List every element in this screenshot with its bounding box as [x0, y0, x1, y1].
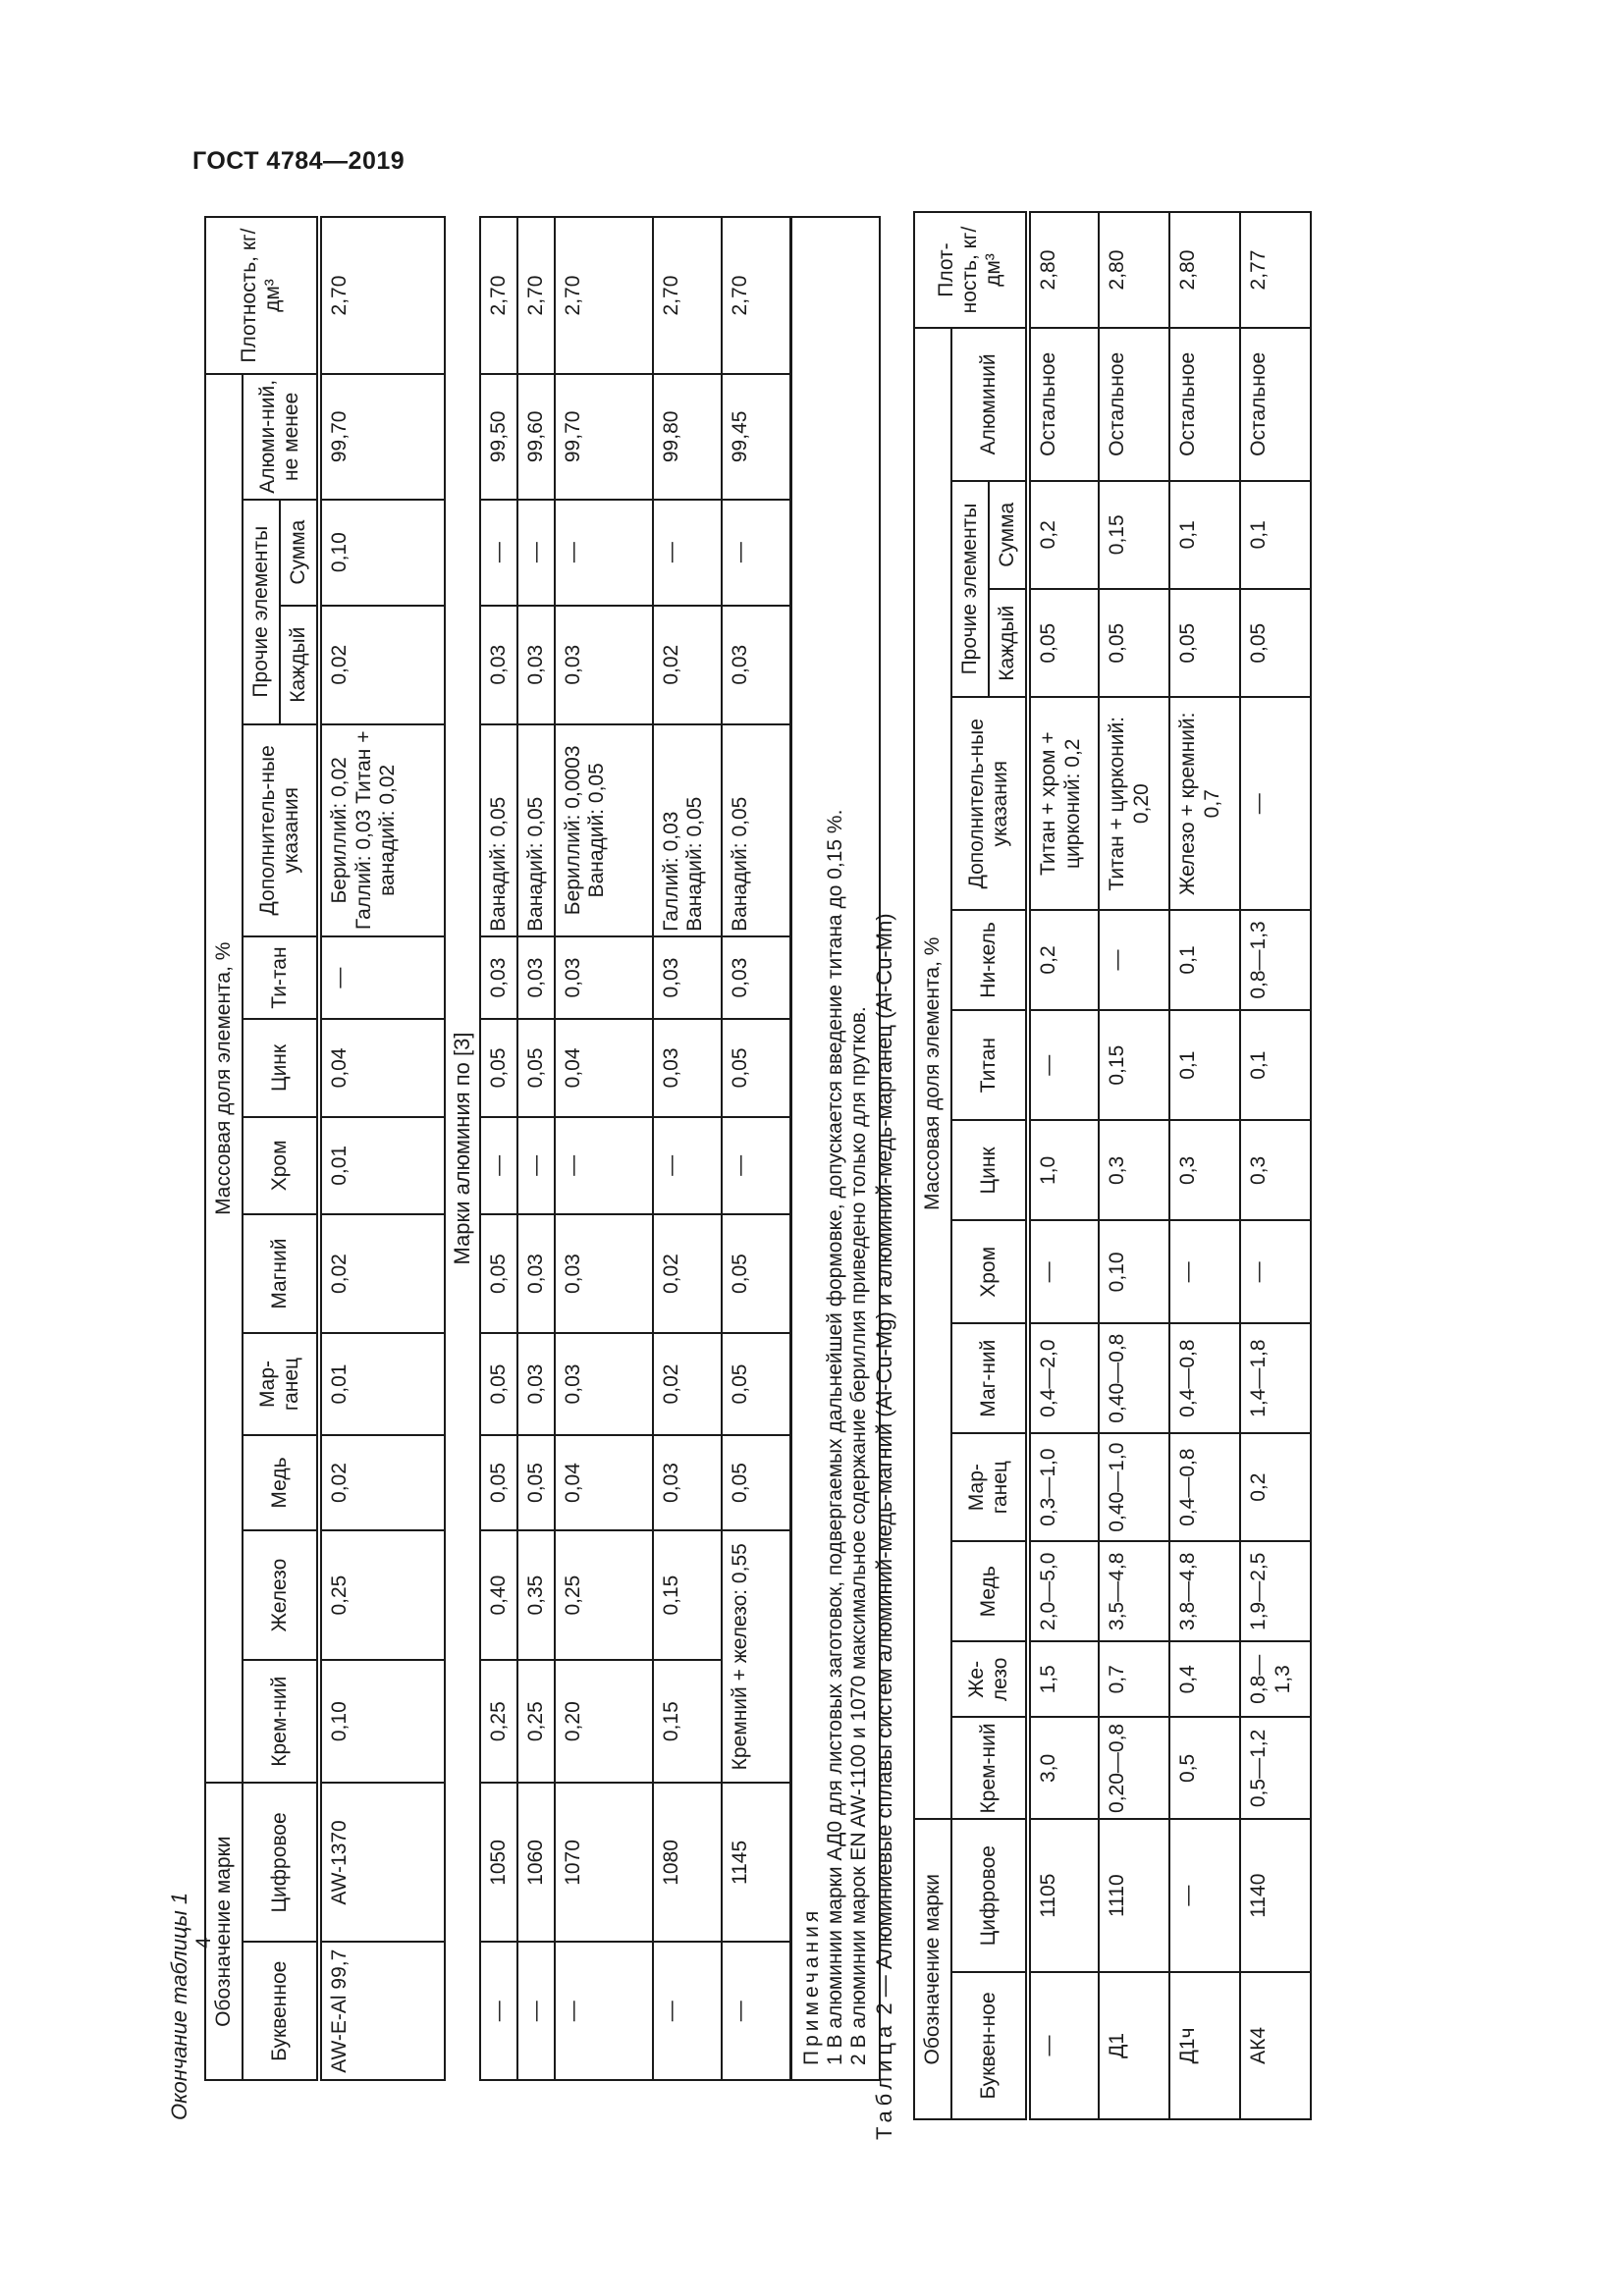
cell-cu: 0,02	[319, 1435, 445, 1530]
cell-ni: —	[1099, 910, 1169, 1010]
table-row	[1240, 212, 1311, 2119]
header-letter: Буквенное	[243, 1943, 319, 2081]
table-row	[480, 217, 517, 2080]
cell-sum: 0,1	[1169, 481, 1240, 589]
table-row	[722, 217, 790, 2080]
cell-al: 99,80	[653, 374, 722, 500]
cell-additional: Ванадий: 0,05	[517, 724, 555, 936]
cell-density: 2,77	[1240, 212, 1311, 328]
cell-al: 99,45	[722, 374, 790, 500]
header-density: Плот-ность, кг/дм³	[914, 212, 1028, 328]
header-zinc: Цинк	[951, 1120, 1028, 1220]
cell-zn: 0,04	[555, 1019, 653, 1116]
cell-density: 2,70	[653, 217, 722, 374]
cell-density: 2,80	[1028, 212, 1099, 328]
cell-density: 2,70	[480, 217, 517, 374]
header-additional: Дополнитель-ные указания	[243, 724, 319, 936]
cell-ti: 0,15	[1099, 1010, 1169, 1121]
cell-each: 0,03	[480, 606, 517, 724]
cell-mn: 0,40—1,0	[1099, 1433, 1169, 1541]
table-row	[1099, 212, 1169, 2119]
cell-each: 0,05	[1240, 589, 1311, 697]
cell-additional: —	[1240, 697, 1311, 910]
cell-mn: 0,02	[653, 1333, 722, 1435]
header-magnesium: Маг-ний	[951, 1323, 1028, 1433]
header-magnesium: Магний	[243, 1214, 319, 1333]
cell-cr: —	[1028, 1220, 1099, 1323]
cell-al: Остальное	[1028, 328, 1099, 480]
cell-mg: 0,4—2,0	[1028, 1323, 1099, 1433]
header-manganese: Мар-ганец	[243, 1333, 319, 1435]
cell-cr: —	[480, 1117, 517, 1214]
header-copper: Медь	[951, 1541, 1028, 1641]
cell-al: 99,70	[555, 374, 653, 500]
cell-each: 0,05	[1028, 589, 1099, 697]
cell-digital: 1110	[1099, 1819, 1169, 1971]
cell-si: 0,5	[1169, 1717, 1240, 1819]
header-manganese: Мар-ганец	[951, 1433, 1028, 1541]
cell-fe: 0,35	[517, 1530, 555, 1660]
cell-mn: 0,2	[1240, 1433, 1311, 1541]
cell-letter: —	[480, 1943, 517, 2081]
cell-mg: 0,05	[480, 1214, 517, 1333]
cell-letter: АК4	[1240, 1972, 1311, 2119]
cell-letter: Д1ч	[1169, 1972, 1240, 2119]
cell-digital: 1140	[1240, 1819, 1311, 1971]
cell-sum: —	[653, 500, 722, 606]
cell-cu: 1,9—2,5	[1240, 1541, 1311, 1641]
cell-cr: —	[1240, 1220, 1311, 1323]
header-copper: Медь	[243, 1435, 319, 1530]
cell-digital: 1145	[722, 1783, 790, 1942]
cell-letter: AW-E-Al 99,7	[319, 1943, 445, 2081]
header-each: Каждый	[280, 606, 319, 724]
header-other-elements: Прочие элементы	[243, 500, 280, 724]
cell-mg: 0,02	[319, 1214, 445, 1333]
table-row	[1169, 212, 1240, 2119]
cell-mn: 0,05	[480, 1333, 517, 1435]
header-other-elements: Прочие элементы	[951, 481, 989, 698]
cell-density: 2,70	[555, 217, 653, 374]
cell-sum: —	[722, 500, 790, 606]
cell-cr: —	[722, 1117, 790, 1214]
cell-mg: 1,4—1,8	[1240, 1323, 1311, 1433]
cell-mg: 0,4—0,8	[1169, 1323, 1240, 1433]
header-aluminium: Алюминий	[951, 328, 1028, 480]
table2-caption-prefix: Таблица	[872, 2020, 896, 2140]
cell-ti: 0,1	[1240, 1010, 1311, 1121]
header-chromium: Хром	[243, 1117, 319, 1214]
cell-each: 0,05	[1169, 589, 1240, 697]
header-each: Каждый	[989, 589, 1028, 697]
header-sum: Сумма	[989, 481, 1028, 589]
header-aluminium: Алюми-ний, не менее	[243, 374, 319, 500]
cell-si: 0,15	[653, 1660, 722, 1783]
cell-fe: 0,7	[1099, 1641, 1169, 1717]
cell-cr: —	[555, 1117, 653, 1214]
cell-zn: 0,3	[1099, 1120, 1169, 1220]
cell-additional: Бериллий: 0,0003 Ванадий: 0,05	[555, 724, 653, 936]
cell-ti: —	[1028, 1010, 1099, 1121]
cell-cu: 0,05	[517, 1435, 555, 1530]
cell-each: 0,03	[517, 606, 555, 724]
cell-cu: 2,0—5,0	[1028, 1541, 1099, 1641]
cell-digital: 1080	[653, 1783, 722, 1942]
cell-sum: —	[517, 500, 555, 606]
cell-si: 0,20	[555, 1660, 653, 1783]
cell-fe: 0,4	[1169, 1641, 1240, 1717]
cell-digital: AW-1370	[319, 1783, 445, 1942]
cell-ti: 0,03	[480, 936, 517, 1019]
cell-additional: Железо + кремний: 0,7	[1169, 697, 1240, 910]
table-row	[555, 217, 653, 2080]
cell-sum: —	[480, 500, 517, 606]
header-density: Плотность, кг/дм³	[205, 217, 319, 374]
header-additional: Дополнитель-ные указания	[951, 697, 1028, 910]
section-label: Марки алюминия по [3]	[445, 217, 479, 2080]
cell-mn: 0,3—1,0	[1028, 1433, 1099, 1541]
header-mass-fraction: Массовая доля элемента, %	[205, 374, 243, 1783]
header-designation: Обозначение марки	[205, 1783, 243, 2080]
cell-cu: 3,8—4,8	[1169, 1541, 1240, 1641]
cell-additional: Титан + цирконий: 0,20	[1099, 697, 1169, 910]
cell-ti: —	[319, 936, 445, 1019]
cell-al: 99,60	[517, 374, 555, 500]
cell-density: 2,70	[319, 217, 445, 374]
header-iron: Железо	[243, 1530, 319, 1660]
cell-letter: —	[653, 1943, 722, 2081]
cell-additional: Титан + хром + цирконий: 0,2	[1028, 697, 1099, 910]
header-digital: Цифровое	[243, 1783, 319, 1942]
cell-mg: 0,03	[517, 1214, 555, 1333]
cell-zn: 0,3	[1169, 1120, 1240, 1220]
header-silicon: Крем-ний	[951, 1717, 1028, 1819]
cell-mn: 0,03	[517, 1333, 555, 1435]
cell-additional: Ванадий: 0,05	[722, 724, 790, 936]
cell-each: 0,02	[653, 606, 722, 724]
cell-cr: —	[517, 1117, 555, 1214]
cell-letter: —	[517, 1943, 555, 2081]
cell-cu: 0,05	[722, 1435, 790, 1530]
cell-letter: —	[555, 1943, 653, 2081]
notes-title: Примечания	[799, 1906, 823, 2065]
cell-zn: 0,05	[517, 1019, 555, 1116]
table-row	[653, 217, 722, 2080]
table-row	[319, 217, 445, 2080]
table-1	[204, 216, 881, 2081]
cell-ni: 0,1	[1169, 910, 1240, 1010]
cell-zn: 1,0	[1028, 1120, 1099, 1220]
cell-al: Остальное	[1099, 328, 1169, 480]
cell-ti: 0,03	[555, 936, 653, 1019]
cell-mn: 0,03	[555, 1333, 653, 1435]
table-row	[1028, 212, 1099, 2119]
note-1: 1 В алюминии марки АД0 для листовых заготовок, подвергаемых дальнейшей формовке, допускается введение титана до 0,15 %.	[823, 809, 846, 2065]
header-titanium: Ти-тан	[243, 936, 319, 1019]
cell-sum: 0,1	[1240, 481, 1311, 589]
cell-ti: 0,03	[517, 936, 555, 1019]
cell-digital: 1105	[1028, 1819, 1099, 1971]
cell-sum: —	[555, 500, 653, 606]
table2-caption	[872, 913, 897, 2140]
cell-ni: 0,8—1,3	[1240, 910, 1311, 1010]
cell-si: 3,0	[1028, 1717, 1099, 1819]
cell-cr: 0,10	[1099, 1220, 1169, 1323]
cell-si: 0,25	[517, 1660, 555, 1783]
table2-caption-text: 2 — Алюминиевые сплавы систем алюминий-медь-магний (Al-Cu-Mg) и алюминий-медь-марганец (Al-Cu-Mn)	[872, 913, 896, 2015]
cell-cu: 3,5—4,8	[1099, 1541, 1169, 1641]
cell-cu: 0,05	[480, 1435, 517, 1530]
header-digital: Цифровое	[951, 1819, 1028, 1971]
cell-letter: —	[722, 1943, 790, 2081]
cell-sum: 0,15	[1099, 481, 1169, 589]
cell-density: 2,70	[517, 217, 555, 374]
table-row	[517, 217, 555, 2080]
cell-cr: 0,01	[319, 1117, 445, 1214]
cell-density: 2,80	[1099, 212, 1169, 328]
table1-continuation-caption: Окончание таблицы 1	[167, 1892, 191, 2120]
cell-si: 0,25	[480, 1660, 517, 1783]
cell-zn: 0,04	[319, 1019, 445, 1116]
cell-digital: —	[1169, 1819, 1240, 1971]
cell-fe: 1,5	[1028, 1641, 1099, 1717]
cell-mn: 0,4—0,8	[1169, 1433, 1240, 1541]
cell-cu: 0,03	[653, 1435, 722, 1530]
cell-density: 2,70	[722, 217, 790, 374]
cell-additional: Галлий: 0,03 Ванадий: 0,05	[653, 724, 722, 936]
cell-ti: 0,03	[722, 936, 790, 1019]
cell-zn: 0,03	[653, 1019, 722, 1116]
cell-al: Остальное	[1169, 328, 1240, 480]
cell-si-fe: Кремний + железо: 0,55	[722, 1530, 790, 1783]
cell-digital: 1060	[517, 1783, 555, 1942]
cell-cr: —	[653, 1117, 722, 1214]
header-iron: Же-лезо	[951, 1641, 1028, 1717]
cell-fe: 0,40	[480, 1530, 517, 1660]
cell-mg: 0,03	[555, 1214, 653, 1333]
cell-mn: 0,01	[319, 1333, 445, 1435]
cell-al: 99,70	[319, 374, 445, 500]
cell-each: 0,02	[319, 606, 445, 724]
cell-digital: 1070	[555, 1783, 653, 1942]
header-sum: Сумма	[280, 500, 319, 606]
cell-ti: 0,03	[653, 936, 722, 1019]
header-mass-fraction: Массовая доля элемента, %	[914, 328, 951, 1819]
cell-si: 0,10	[319, 1660, 445, 1783]
cell-letter: —	[1028, 1972, 1099, 2119]
cell-al: Остальное	[1240, 328, 1311, 480]
cell-fe: 0,25	[319, 1530, 445, 1660]
cell-density: 2,80	[1169, 212, 1240, 328]
page-number: 4	[192, 1937, 215, 1949]
cell-each: 0,03	[555, 606, 653, 724]
cell-zn: 0,3	[1240, 1120, 1311, 1220]
cell-fe: 0,15	[653, 1530, 722, 1660]
cell-fe: 0,25	[555, 1530, 653, 1660]
cell-mg: 0,40—0,8	[1099, 1323, 1169, 1433]
document-title: ГОСТ 4784—2019	[192, 147, 406, 175]
landscape-page	[167, 216, 1473, 2140]
cell-ni: 0,2	[1028, 910, 1099, 1010]
header-chromium: Хром	[951, 1220, 1028, 1323]
cell-each: 0,03	[722, 606, 790, 724]
cell-mg: 0,02	[653, 1214, 722, 1333]
header-nickel: Ни-кель	[951, 910, 1028, 1010]
cell-digital: 1050	[480, 1783, 517, 1942]
cell-zn: 0,05	[722, 1019, 790, 1116]
cell-each: 0,05	[1099, 589, 1169, 697]
cell-letter: Д1	[1099, 1972, 1169, 2119]
cell-sum: 0,10	[319, 500, 445, 606]
header-zinc: Цинк	[243, 1019, 319, 1116]
cell-si: 0,5—1,2	[1240, 1717, 1311, 1819]
cell-mg: 0,05	[722, 1214, 790, 1333]
header-letter: Буквен-ное	[951, 1972, 1028, 2119]
cell-ti: 0,1	[1169, 1010, 1240, 1121]
cell-sum: 0,2	[1028, 481, 1099, 589]
cell-zn: 0,05	[480, 1019, 517, 1116]
cell-fe: 0,8—1,3	[1240, 1641, 1311, 1717]
header-titanium: Титан	[951, 1010, 1028, 1121]
cell-cu: 0,04	[555, 1435, 653, 1530]
header-silicon: Крем-ний	[243, 1660, 319, 1783]
cell-al: 99,50	[480, 374, 517, 500]
cell-mn: 0,05	[722, 1333, 790, 1435]
table1-notes	[790, 217, 880, 2080]
note-2: 2 В алюминии марок EN AW-1100 и 1070 максимальное содержание бериллия приведено только для прутков.	[846, 1006, 870, 2065]
cell-cr: —	[1169, 1220, 1240, 1323]
cell-si: 0,20—0,8	[1099, 1717, 1169, 1819]
header-designation: Обозначение марки	[914, 1819, 951, 2119]
table-2	[913, 211, 1312, 2120]
cell-additional: Бериллий: 0,02 Галлий: 0,03 Титан + ванадий: 0,02	[319, 724, 445, 936]
cell-additional: Ванадий: 0,05	[480, 724, 517, 936]
